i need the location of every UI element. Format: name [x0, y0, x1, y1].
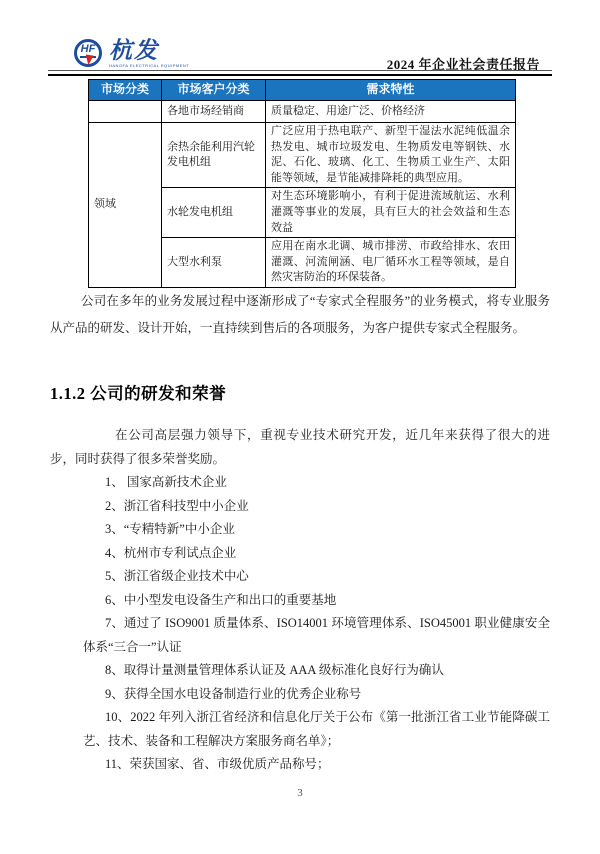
honor-list-item: 8、取得计量测量管理体系认证及 AAA 级标准化良好行为确认 [105, 663, 444, 677]
honors-list [83, 471, 550, 777]
honor-list-item: 6、中小型发电设备生产和出口的重要基地 [105, 592, 337, 607]
cell-customer: 水轮发电机组 [162, 188, 266, 238]
honor-list-item: 2、浙江省科技型中小企业 [105, 498, 249, 513]
honor-list-item: 4、杭州市专利试点企业 [105, 545, 237, 560]
table-row [89, 123, 516, 188]
brand-caption: HANGFA ELECTRICAL EQUIPMENT [109, 63, 190, 68]
logo-monogram: HF [80, 43, 96, 55]
honor-list-item: 9、获得全国水电设备制造行业的优秀企业称号 [105, 686, 362, 701]
cell-feature: 对生态环境影响小，有利于促进流域航运、水利灌溉等事业的发展，具有巨大的社会效益和生态效益 [266, 188, 516, 238]
cell-customer: 各地市场经销商 [162, 101, 266, 123]
cell-category [89, 101, 162, 123]
header-rule [48, 70, 552, 76]
col-header-demand-feature: 需求特性 [266, 80, 516, 101]
honor-list-item: 11、荣获国家、省、市级优质产品称号； [105, 757, 330, 771]
cell-feature: 质量稳定、用途广泛、价格经济 [266, 101, 516, 123]
intro-paragraph: 公司在多年的业务发展过程中逐渐形成了“专家式全程服务”的业务模式，将专业服务从产品的研发、设计开始，一直持续到售后的各项服务，为客户提供专家式全程服务。 [50, 294, 550, 335]
col-header-market-category: 市场分类 [89, 80, 162, 101]
section-paragraph: 在公司高层强力领导下，重视专业技术研究开发，近几年来获得了很大的进步，同时获得了很多荣誉奖励。 [50, 428, 550, 466]
col-header-customer-category: 市场客户分类 [162, 80, 266, 101]
table-header-row [89, 80, 516, 101]
cell-customer: 大型水利泵 [162, 238, 266, 288]
brand-name: 杭发 [109, 38, 159, 63]
honor-list-item: 5、浙江省级企业技术中心 [105, 569, 249, 583]
hf-logo-icon [74, 39, 102, 67]
cell-feature: 应用在南水北调、城市排涝、市政给排水、农田灌溉、河流闸涵、电厂循环水工程等领域，是自然灾害防治的环保装备。 [266, 238, 516, 288]
cell-customer: 余热余能利用汽轮发电机组 [162, 123, 266, 188]
honor-list-item: 7、通过了 ISO9001 质量体系、ISO14001 环境管理体系、ISO45001 职业健康安全体系“三合一”认证 [83, 616, 550, 654]
honor-list-item: 3、“专精特新”中小企业 [105, 522, 235, 536]
page-number: 3 [297, 787, 303, 799]
logo-sail-shape [84, 54, 93, 65]
honor-list-item: 10、2022 年列入浙江省经济和信息化厅关于公布《第一批浙江省工业节能降碳工艺、技术、装备和工程解决方案服务商名单》； [83, 710, 550, 748]
report-title: 2024 年企业社会责任报告 [386, 57, 540, 72]
cell-category-domain: 领域 [89, 123, 162, 288]
honor-list-item: 1、 国家高新技术企业 [105, 475, 227, 489]
market-classification-table [88, 79, 516, 288]
table-row [89, 101, 516, 123]
company-logo [74, 39, 189, 69]
section-heading: 1.1.2 公司的研发和荣誉 [50, 384, 227, 403]
logo-text-block [109, 39, 189, 69]
cell-feature: 广泛应用于热电联产、新型干湿法水泥纯低温余热发电、城市垃圾发电、生物质发电等钢铁、水泥、石化、玻璃、化工、生物质工业生产、太阳能等领域，是节能减排降耗的典型应用。 [266, 123, 516, 188]
